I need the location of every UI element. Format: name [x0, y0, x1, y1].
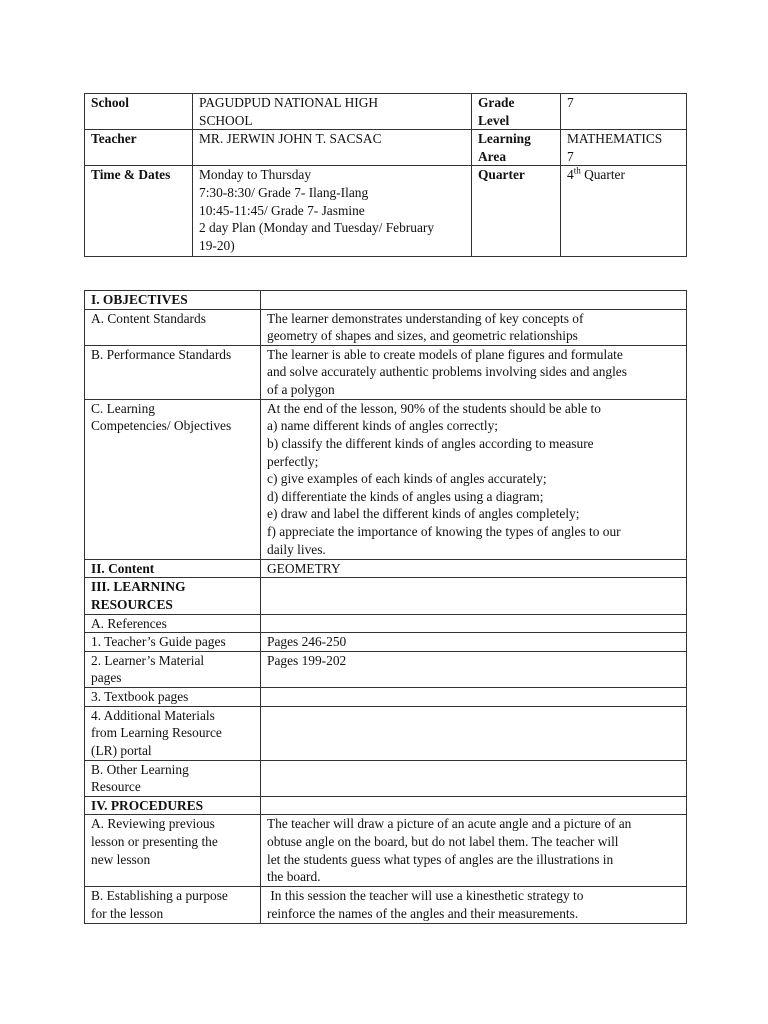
learning-area-value: MATHEMATICS 7 [561, 130, 687, 166]
time-dates-label: Time & Dates [85, 166, 193, 257]
competencies-label: C. Learning Competencies/ Objectives [85, 399, 261, 559]
school-label: School [85, 94, 193, 130]
learning-resources-heading: III. LEARNING RESOURCES [85, 578, 261, 614]
learners-material-value: Pages 199-202 [261, 651, 687, 687]
objectives-empty [261, 291, 687, 310]
lesson-plan-table [84, 290, 687, 924]
performance-standards-value: The learner is able to create models of plane figures and formulate and solve accurately authentic problems involving sides and angles of a polygon [261, 345, 687, 399]
procedures-empty [261, 796, 687, 815]
grade-level-label: Grade Level [472, 94, 561, 130]
content-standards-value: The learner demonstrates understanding of key concepts of geometry of shapes and sizes, and geometric relationships [261, 309, 687, 345]
procedures-heading: IV. PROCEDURES [85, 796, 261, 815]
purpose-label: B. Establishing a purpose for the lesson [85, 887, 261, 923]
other-resource-empty [261, 760, 687, 796]
quarter-label: Quarter [472, 166, 561, 257]
quarter-value: 4th Quarter [561, 166, 687, 257]
textbook-empty [261, 687, 687, 706]
teachers-guide-value: Pages 246-250 [261, 633, 687, 652]
teacher-label: Teacher [85, 130, 193, 166]
textbook-label: 3. Textbook pages [85, 687, 261, 706]
content-standards-label: A. Content Standards [85, 309, 261, 345]
learning-resources-empty [261, 578, 687, 614]
purpose-value: In this session the teacher will use a kinesthetic strategy to reinforce the names of the angles and their measurements. [261, 887, 687, 923]
header-table [84, 93, 687, 257]
other-resource-label: B. Other Learning Resource [85, 760, 261, 796]
references-empty [261, 614, 687, 633]
time-dates-value: Monday to Thursday 7:30-8:30/ Grade 7- Ilang-Ilang 10:45-11:45/ Grade 7- Jasmine 2 day Plan (Monday and Tuesday/ February 19-20) [193, 166, 472, 257]
school-value: PAGUDPUD NATIONAL HIGH SCHOOL [193, 94, 472, 130]
performance-standards-label: B. Performance Standards [85, 345, 261, 399]
learning-area-label: Learning Area [472, 130, 561, 166]
competencies-value: At the end of the lesson, 90% of the students should be able to a) name different kinds of angles correctly; b) classify the different kinds of angles according to measure perfectly; c) give examples of each kinds of angles accurately; d) differentiate the kinds of angles using a diagram; e) draw and label the different kinds of angles completely; f) appreciate the importance of knowing the types of angles to our daily lives. [261, 399, 687, 559]
additional-materials-label: 4. Additional Materials from Learning Resource (LR) portal [85, 706, 261, 760]
teacher-value: MR. JERWIN JOHN T. SACSAC [193, 130, 472, 166]
content-heading: II. Content [85, 559, 261, 578]
content-value: GEOMETRY [261, 559, 687, 578]
grade-level-value: 7 [561, 94, 687, 130]
reviewing-label: A. Reviewing previous lesson or presenting the new lesson [85, 815, 261, 887]
objectives-heading: I. OBJECTIVES [85, 291, 261, 310]
references-label: A. References [85, 614, 261, 633]
reviewing-value: The teacher will draw a picture of an acute angle and a picture of an obtuse angle on the board, but do not label them. The teacher will let the students guess what types of angles are the illustrations in the board. [261, 815, 687, 887]
teachers-guide-label: 1. Teacher’s Guide pages [85, 633, 261, 652]
learners-material-label: 2. Learner’s Material pages [85, 651, 261, 687]
additional-materials-empty [261, 706, 687, 760]
